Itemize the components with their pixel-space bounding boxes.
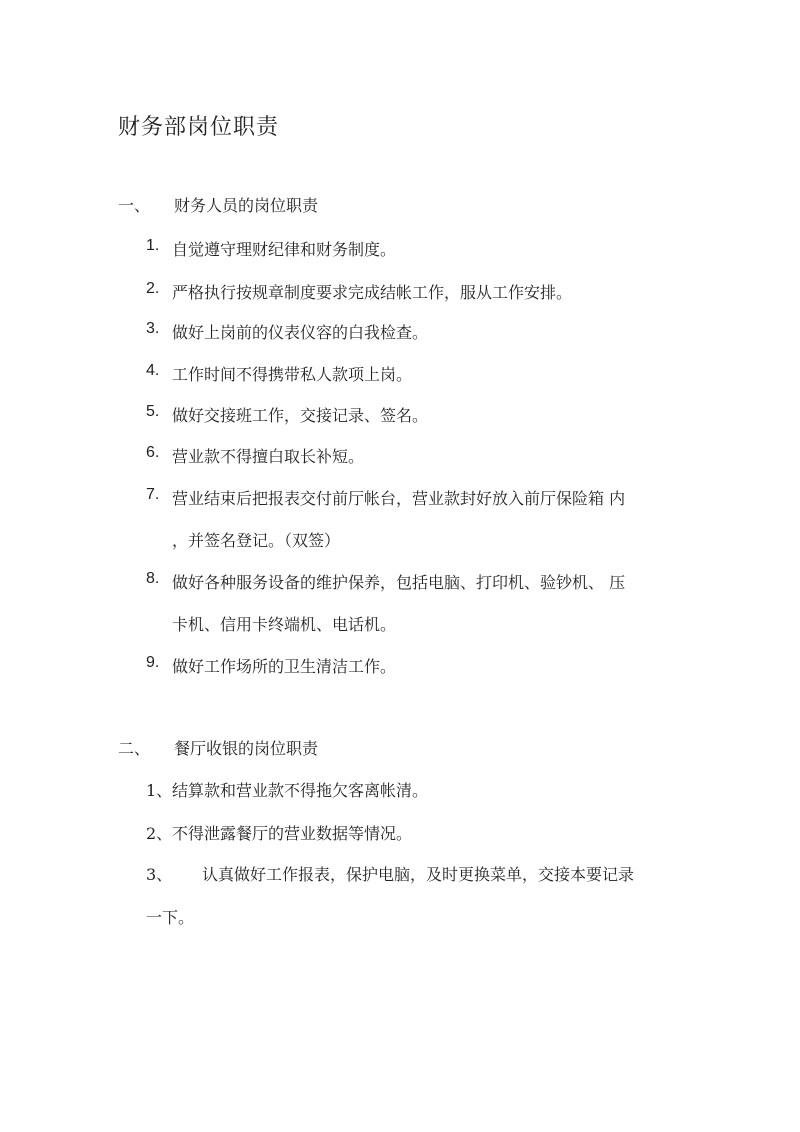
list-item-text: 结算款和营业款不得拖欠客离帐清。 xyxy=(172,781,429,800)
section2-heading: 餐厅收银的岗位职责 xyxy=(174,739,319,758)
list-item-number: 6. xyxy=(146,444,160,461)
list-item-continuation: 一下。 xyxy=(146,908,195,927)
list-item-number: 9. xyxy=(146,654,160,671)
list-item-number: 8. xyxy=(146,570,160,587)
list-item-text: 做好各种服务设备的维护保养，包括电脑、打印机、验钞机、 压 xyxy=(172,573,626,592)
list-item-text: 工作时间不得携带私人款项上岗。 xyxy=(172,365,413,384)
list-item-text: 做好上岗前的仪表仪容的白我检查。 xyxy=(172,323,429,342)
list-item-number: 2. xyxy=(146,280,160,297)
section1-heading: 财务人员的岗位职责 xyxy=(174,196,319,215)
list-item-text: 严格执行按规章制度要求完成结帐工作，服从工作安排。 xyxy=(172,283,573,302)
list-item-text: 做好交接班工作，交接记录、签名。 xyxy=(172,406,429,425)
list-item-text: 自觉遵守理财纪律和财务制度。 xyxy=(172,240,397,259)
list-item-text: 做好工作场所的卫生清洁工作。 xyxy=(172,657,397,676)
list-item-text: 营业款不得擅白取长补短。 xyxy=(172,447,365,466)
list-item-text: 认真做好工作报表，保护电脑，及时更换菜单，交接本要记录 xyxy=(202,865,635,884)
list-item-continuation: ，并签名登记。（双签） xyxy=(172,531,341,550)
section2-marker: 二、 xyxy=(118,739,151,758)
list-item-number: 3、 xyxy=(146,865,173,884)
list-item-number: 7. xyxy=(146,486,160,503)
list-item-number: 1、 xyxy=(146,781,173,800)
list-item-number: 4. xyxy=(146,362,160,379)
page-title: 财务部岗位职责 xyxy=(118,115,280,140)
list-item-number: 2、 xyxy=(146,824,173,843)
section1-marker: 一、 xyxy=(118,196,151,215)
list-item-number: 1. xyxy=(146,237,160,254)
list-item-text: 营业结束后把报表交付前厅帐台，营业款封好放入前厅保险箱 内 xyxy=(172,489,626,508)
list-item-text: 不得泄露餐厅的营业数据等情况。 xyxy=(172,824,413,843)
list-item-continuation: 卡机、信用卡终端机、电话机。 xyxy=(172,615,397,634)
list-item-number: 5. xyxy=(146,403,160,420)
list-item-number: 3. xyxy=(146,320,160,337)
